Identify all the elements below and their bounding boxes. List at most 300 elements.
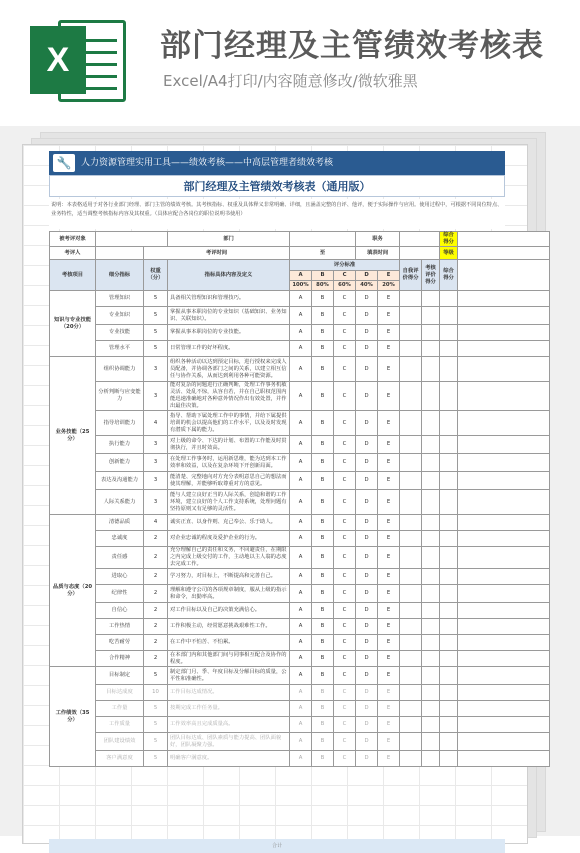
grade-D: D [356,382,378,411]
table-row [50,515,550,531]
table-row [50,569,550,585]
final-score [440,411,458,436]
grade-B: B [312,585,334,603]
rater-score [422,717,440,733]
grade-E: E [378,547,400,569]
self-score [400,382,422,411]
level-D: D [356,271,378,281]
grade-D: D [356,619,378,635]
grade-A: A [290,291,312,307]
sub-indicator: 团队建设绩效 [96,733,144,751]
rater-score [422,569,440,585]
final-score [440,547,458,569]
remark [458,733,550,751]
grade-C: C [334,701,356,717]
self-score [400,307,422,325]
grade-C: C [334,472,356,490]
rater-score [422,411,440,436]
grade-E: E [378,717,400,733]
form-note: 说明：本表格适用于对各行业部门经理、部门主管的绩效考核。其考核指标、权重及具体释义非常明确、详细，且涵盖完整的自评、他评，便于实际操作与应用。使用过程中，可根据不同岗位特点、业务特性，适当调整考核指标内容及其权重。（具体应配合各岗位的职位说明书使用） [49,199,505,229]
grade-D: D [356,531,378,547]
grade-B: B [312,619,334,635]
level-B: B [312,271,334,281]
sub-indicator: 合作精神 [96,651,144,667]
grade-A: A [290,531,312,547]
grade-D: D [356,325,378,341]
definition: 对工作目标以及自己的决策充满信心。 [168,603,290,619]
grade-D: D [356,585,378,603]
grade-E: E [378,603,400,619]
grade-C: C [334,603,356,619]
definition: 能与人建立良好正当的人际关系，创造和谐的工作环境，建立良好的个人工作支持系统，处理问题有坚持原则又有足够的灵活性。 [168,490,290,515]
grade-C: C [334,454,356,472]
remark [458,547,550,569]
rater-label: 考评人 [50,247,96,260]
weight: 4 [144,515,168,531]
table-row [50,547,550,569]
sub-indicator: 表达及沟通能力 [96,472,144,490]
grade-A: A [290,685,312,701]
grade-E: E [378,685,400,701]
table-row [50,382,550,411]
final-score [440,307,458,325]
grade-A: A [290,751,312,767]
grade-E: E [378,341,400,357]
rater-score [422,531,440,547]
self-score [400,341,422,357]
weight: 5 [144,701,168,717]
grade-E: E [378,307,400,325]
weight: 5 [144,291,168,307]
final-score [440,603,458,619]
grade-D: D [356,717,378,733]
grade-B: B [312,651,334,667]
grade-E: E [378,515,400,531]
grade-C: C [334,685,356,701]
final-score [440,733,458,751]
final-score [440,531,458,547]
weight: 3 [144,382,168,411]
grade-E: E [378,619,400,635]
grade-E: E [378,651,400,667]
weight: 2 [144,585,168,603]
total-score-label: 综合得分 [440,232,458,247]
final-score [440,751,458,767]
grade-E: E [378,436,400,454]
grade-B: B [312,382,334,411]
sub-indicator: 纪律性 [96,585,144,603]
sub-indicator: 客户满意度 [96,751,144,767]
rater-score [422,325,440,341]
rater-score [422,547,440,569]
grade-D: D [356,515,378,531]
weight: 10 [144,685,168,701]
grade-C: C [334,569,356,585]
grade-C: C [334,547,356,569]
weight: 5 [144,717,168,733]
remark [458,411,550,436]
table-row [50,307,550,325]
sub-indicator: 工作热情 [96,619,144,635]
page-title: 部门经理及主管绩效考核表 [160,28,544,64]
remark [458,619,550,635]
remark [458,515,550,531]
sub-indicator: 指导培训能力 [96,411,144,436]
weight: 2 [144,569,168,585]
rater-score [422,382,440,411]
evaluation-table [49,231,550,767]
definition: 工作效率高且完成质量高。 [168,717,290,733]
table-row [50,411,550,436]
table-row [50,325,550,341]
grade-E: E [378,291,400,307]
sub-indicator: 目标制定 [96,667,144,685]
grade-C: C [334,667,356,685]
self-score [400,717,422,733]
remark [458,585,550,603]
fill-date-label: 填表时间 [356,247,400,260]
definition: 工作积极主动，经常愿意挑战艰难性工作。 [168,619,290,635]
item-group: 品质与态度（20分） [50,515,96,667]
grade-B: B [312,635,334,651]
grade-D: D [356,569,378,585]
col-desc: 指标具体内容及定义 [168,260,290,291]
grade-C: C [334,651,356,667]
table-row [50,472,550,490]
grade-D: D [356,436,378,454]
grade-E: E [378,472,400,490]
level-A: A [290,271,312,281]
grade-B: B [312,733,334,751]
remark [458,291,550,307]
grade-A: A [290,325,312,341]
grade-A: A [290,667,312,685]
sub-indicator: 忠诚度 [96,531,144,547]
grade-A: A [290,307,312,325]
sheet-preview [0,126,580,849]
remark [458,685,550,701]
grade-A: A [290,436,312,454]
definition: 充分理解自己的责任和义务，不回避责任，在期限之内完成上级交付的工作，主动地以主人翁的态度去完成工作。 [168,547,290,569]
grade-E: E [378,454,400,472]
period-to: 至 [290,247,356,260]
grade-C: C [334,619,356,635]
grade-B: B [312,436,334,454]
rater-score [422,436,440,454]
grade-B: B [312,357,334,382]
grade-A: A [290,701,312,717]
table-row [50,717,550,733]
col-final: 综合得分 [440,260,458,291]
sub-indicator: 进取心 [96,569,144,585]
grade-B: B [312,717,334,733]
grade-C: C [334,751,356,767]
rater-score [422,490,440,515]
grade-C: C [334,717,356,733]
fill-date-value [400,247,440,260]
sub-indicator: 管理水平 [96,341,144,357]
final-score [440,685,458,701]
definition: 明确客户满意度。 [168,751,290,767]
grade-D: D [356,454,378,472]
final-score [440,341,458,357]
weight: 5 [144,667,168,685]
pct-20%: 20% [378,281,400,291]
position-value [400,232,440,247]
final-score [440,717,458,733]
self-score [400,325,422,341]
grade-D: D [356,733,378,751]
remark [458,701,550,717]
definition: 日常管理工作的好坏程度。 [168,341,290,357]
col-item: 考核项目 [50,260,96,291]
examinee-label: 被考评对象 [50,232,96,247]
grade-A: A [290,619,312,635]
grade-value [458,247,550,260]
grade-D: D [356,751,378,767]
dept-value [290,232,356,247]
pct-100%: 100% [290,281,312,291]
grade-D: D [356,307,378,325]
grade-B: B [312,603,334,619]
grade-A: A [290,357,312,382]
self-score [400,515,422,531]
weight: 5 [144,341,168,357]
sub-indicator: 组织协调能力 [96,357,144,382]
weight: 3 [144,472,168,490]
grade-C: C [334,341,356,357]
self-score [400,733,422,751]
rater-score [422,603,440,619]
col-remark [458,260,550,291]
wrench-icon: 🔧 [53,154,75,172]
weight: 5 [144,307,168,325]
grade-E: E [378,531,400,547]
self-score [400,667,422,685]
page-subtitle: Excel/A4打印/内容随意修改/微软雅黑 [163,72,418,90]
final-score [440,325,458,341]
remark [458,635,550,651]
grade-A: A [290,547,312,569]
grade-E: E [378,733,400,751]
table-row [50,454,550,472]
sub-indicator: 人际关系能力 [96,490,144,515]
grade-E: E [378,382,400,411]
weight: 3 [144,357,168,382]
grade-D: D [356,667,378,685]
definition: 理解和遵守公司的各项规章制度，服从上级的指示和命令，出勤率高。 [168,585,290,603]
grade-C: C [334,585,356,603]
rater-score [422,472,440,490]
item-group: 业务技能（25分） [50,357,96,515]
grade-A: A [290,341,312,357]
remark [458,717,550,733]
rater-score [422,635,440,651]
grade-D: D [356,685,378,701]
position-label: 职务 [356,232,400,247]
total-row: 合计 [49,839,505,853]
grade-A: A [290,472,312,490]
self-score [400,411,422,436]
rater-row [50,247,550,260]
level-C: C [334,271,356,281]
self-score [400,569,422,585]
remark [458,651,550,667]
grade-B: B [312,341,334,357]
col-std: 评分标准 [290,260,400,271]
grade-B: B [312,411,334,436]
grade-C: C [334,382,356,411]
weight: 4 [144,411,168,436]
grade-A: A [290,717,312,733]
grade-C: C [334,325,356,341]
grade-D: D [356,490,378,515]
grade-C: C [334,635,356,651]
weight: 2 [144,619,168,635]
table-row [50,291,550,307]
grade-B: B [312,701,334,717]
grade-E: E [378,635,400,651]
pct-40%: 40% [356,281,378,291]
grade-A: A [290,515,312,531]
table-row [50,701,550,717]
examinee-value [96,232,168,247]
col-sub: 细分指标 [96,260,144,291]
definition: 具备相关管理知识和管理技巧。 [168,291,290,307]
weight: 5 [144,751,168,767]
grade-D: D [356,472,378,490]
grade-C: C [334,357,356,382]
grade-B: B [312,667,334,685]
self-score [400,436,422,454]
self-score [400,635,422,651]
table-row [50,635,550,651]
sub-indicator: 自信心 [96,603,144,619]
table-row [50,685,550,701]
sub-indicator: 工作质量 [96,717,144,733]
sub-indicator: 清德品质 [96,515,144,531]
sub-indicator: 管理知识 [96,291,144,307]
self-score [400,685,422,701]
table-row [50,490,550,515]
final-score [440,382,458,411]
grade-label: 等级 [440,247,458,260]
final-score [440,651,458,667]
head-row [50,260,550,271]
grade-E: E [378,569,400,585]
grade-B: B [312,490,334,515]
self-score [400,357,422,382]
remark [458,531,550,547]
definition: 对企业忠诚的程度及爱护企业的行为。 [168,531,290,547]
item-group: 知识与专业技能（20分） [50,291,96,357]
definition: 掌握从事本职岗位的专业知识（基础知识、业务知识、关联知识）。 [168,307,290,325]
self-score [400,701,422,717]
tool-banner: 🔧 人力资源管理实用工具——绩效考核——中高层管理者绩效考核 [49,151,505,175]
final-score [440,436,458,454]
definition: 组织各种活动以达到预定目标，进行授权来完成人员配备，并协调各部门之间的关系，以建立相互信任与协作关系，从而达到利用各种可能资源。 [168,357,290,382]
remark [458,603,550,619]
weight: 5 [144,325,168,341]
grade-B: B [312,531,334,547]
rater-score [422,357,440,382]
grade-C: C [334,291,356,307]
grade-C: C [334,531,356,547]
table-row [50,531,550,547]
grade-E: E [378,357,400,382]
grade-A: A [290,411,312,436]
pct-60%: 60% [334,281,356,291]
table-row [50,733,550,751]
grade-D: D [356,291,378,307]
remark [458,751,550,767]
self-score [400,291,422,307]
self-score [400,619,422,635]
grade-D: D [356,341,378,357]
self-score [400,603,422,619]
total-score-value [458,232,550,247]
info-row [50,232,550,247]
grade-B: B [312,547,334,569]
rater-score [422,454,440,472]
remark [458,667,550,685]
rater-score [422,291,440,307]
grade-B: B [312,515,334,531]
grade-B: B [312,454,334,472]
definition: 在工作中不怕苦、不怕累。 [168,635,290,651]
grade-D: D [356,635,378,651]
final-score [440,585,458,603]
table-row [50,667,550,685]
sub-indicator: 执行能力 [96,436,144,454]
table-row [50,585,550,603]
excel-logo-icon: X [30,16,128,106]
form-title: 部门经理及主管绩效考核表（通用版） [49,175,505,197]
sub-indicator: 责任感 [96,547,144,569]
definition: 按期完成工作任务量。 [168,701,290,717]
definition: 团队目标达成、团队素质与能力提高、团队面貌好，团队凝聚力强。 [168,733,290,751]
grade-D: D [356,357,378,382]
table-row [50,341,550,357]
rater-score [422,667,440,685]
grade-C: C [334,733,356,751]
grade-C: C [334,515,356,531]
table-row [50,619,550,635]
final-score [440,667,458,685]
remark [458,454,550,472]
grade-B: B [312,291,334,307]
final-score [440,454,458,472]
spreadsheet [22,144,528,849]
remark [458,382,550,411]
rater-score [422,651,440,667]
definition: 工作目标达成情况。 [168,685,290,701]
weight: 2 [144,547,168,569]
table-row [50,357,550,382]
rater-score [422,733,440,751]
self-score [400,472,422,490]
remark [458,341,550,357]
weight: 3 [144,490,168,515]
pct-80%: 80% [312,281,334,291]
rater-value [96,247,144,260]
grade-D: D [356,651,378,667]
final-score [440,619,458,635]
sub-indicator: 吃苦耐劳 [96,635,144,651]
table-row [50,751,550,767]
period-label: 考评时间 [144,247,290,260]
col-self: 自我评价得分 [400,260,422,291]
